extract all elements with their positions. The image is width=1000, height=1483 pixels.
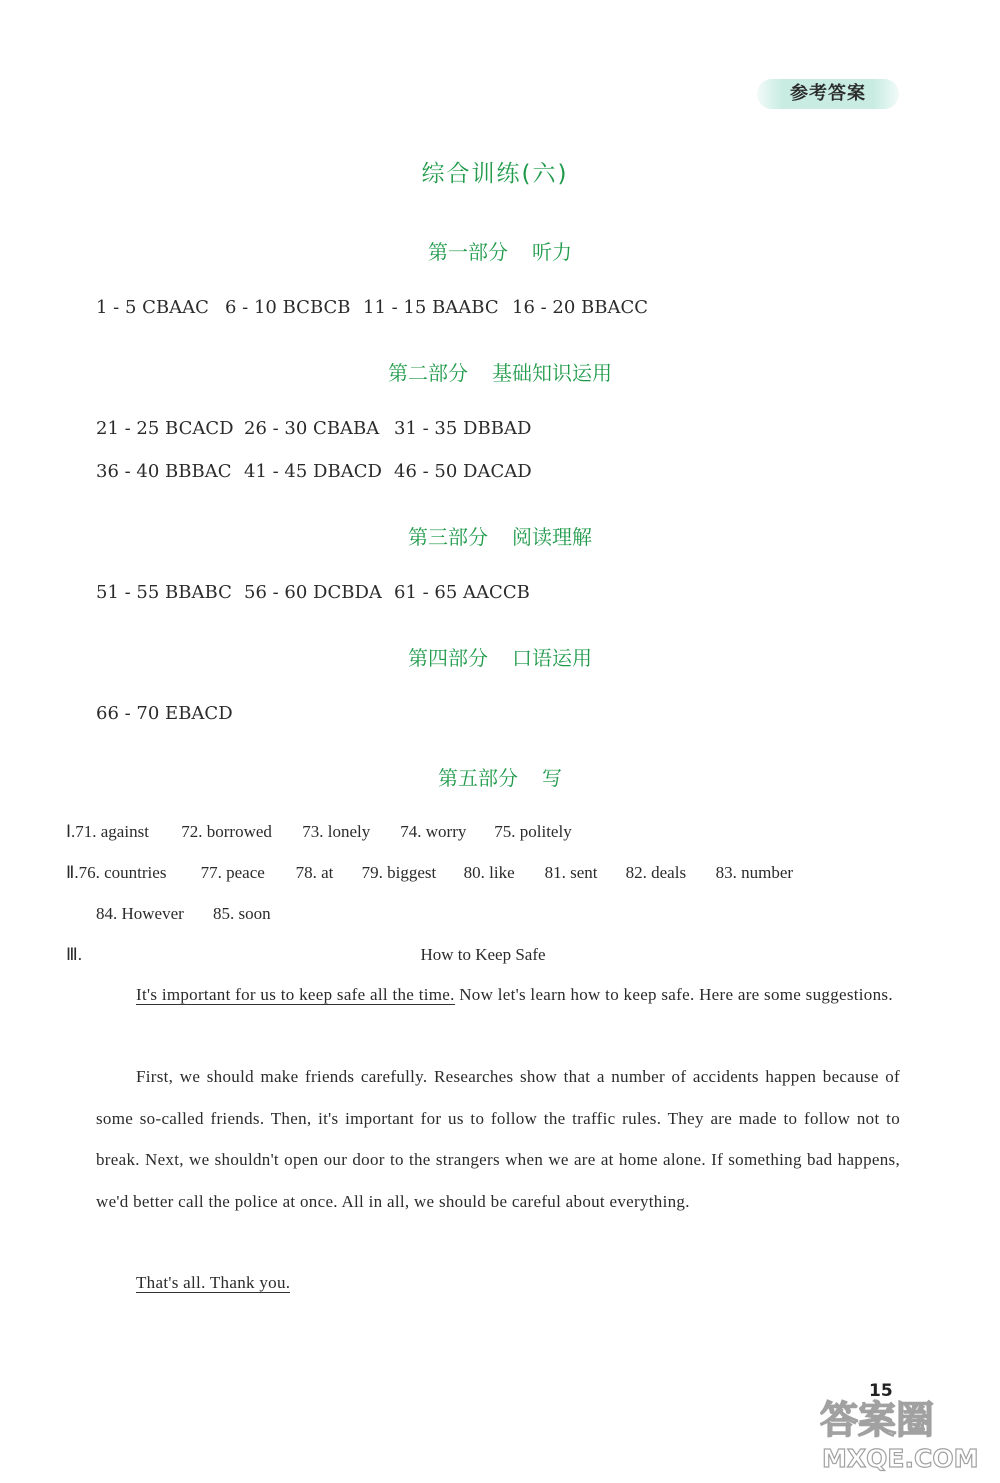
writing-part-2 [66,863,793,883]
answer-group: 36 - 40 BBBAC [96,461,232,482]
section-heading-part4 [0,642,1000,671]
answer-item: 76. countries [78,863,167,882]
answer-item: 78. at [295,863,334,882]
answer-item: 81. sent [544,863,598,882]
section-name: 第一部分 [428,240,508,264]
answer-group: 16 - 20 BBACC [512,297,649,318]
essay-title: How to Keep Safe [420,945,546,964]
answer-row-part2-1 [96,418,531,439]
underlined-sentence: It's important for us to keep safe all the time. [136,985,455,1004]
paragraph-text: First, we should make friends carefully. Researches show that a number of accidents happen because of some so-called friends. Then, it's important for us to follow the traffic rules. They are made to follow not to break. Next, we shouldn't open our door to the strangers when we are at home alone. If something bad happens, we'd better call the police at once. All in all, we should be careful about everything. [96,1067,900,1211]
page-number: 15 [869,1381,893,1401]
answer-item: 75. politely [494,822,572,841]
section-heading-part3 [0,521,1000,550]
answer-group: 61 - 65 AACCB [394,582,530,603]
section-topic: 阅读理解 [512,525,592,549]
watermark-text: MXQE.COM [822,1444,979,1473]
writing-part-3-label: Ⅲ. [66,945,82,964]
answer-group: 46 - 50 DACAD [394,461,532,482]
answer-item: 79. biggest [361,863,437,882]
answer-group: 56 - 60 DCBDA [244,582,382,603]
answer-item: 72. borrowed [181,822,272,841]
answer-item: 74. worry [400,822,467,841]
answer-item: 85. soon [213,904,271,923]
answer-group: 1 - 5 CBAAC [96,297,209,318]
writing-part-1 [66,822,572,842]
page-title: 综合训练(六) [421,161,569,187]
answer-row-part3 [96,582,530,603]
essay-paragraph-2 [96,1056,900,1222]
section-name: 第二部分 [388,361,468,385]
answer-item: 80. like [463,863,515,882]
answer-group: 41 - 45 DBACD [244,461,382,482]
section-heading-part5 [0,762,1000,791]
paragraph-text: Now let's learn how to keep safe. Here are some suggestions. [454,985,893,1004]
section-heading-part1 [0,236,1000,265]
answer-key-tag: 参考答案 [757,79,899,109]
watermark-logo [820,1393,990,1473]
section-name: 第四部分 [408,646,488,670]
answer-item: 83. number [715,863,794,882]
answer-item: 77. peace [200,863,265,882]
part-label: Ⅱ. [66,863,79,882]
section-heading-part2 [0,357,1000,386]
answer-item: 82. deals [625,863,687,882]
answer-group: 51 - 55 BBABC [96,582,232,603]
section-topic: 基础知识运用 [492,361,612,385]
part-label: Ⅰ. [66,822,76,841]
writing-part-2-cont [96,904,271,924]
essay-paragraph-3 [96,1262,900,1304]
answer-item: 84. However [96,904,184,923]
section-name: 第五部分 [438,766,518,790]
essay-paragraph-1 [96,974,900,1016]
answer-row-part1 [96,297,648,318]
answer-group: 66 - 70 EBACD [96,703,233,724]
answer-item: 71. against [75,822,149,841]
answer-group: 11 - 15 BAABC [363,297,499,318]
watermark-chars: 答案圈 [820,1398,935,1442]
section-name: 第三部分 [408,525,488,549]
answer-group: 6 - 10 BCBCB [225,297,351,318]
answer-row-part4 [96,703,233,724]
answer-item: 73. lonely [302,822,371,841]
section-topic: 写 [542,766,562,790]
underlined-sentence: That's all. Thank you. [136,1273,291,1292]
answer-group: 31 - 35 DBBAD [394,418,532,439]
answer-group: 26 - 30 CBABA [244,418,380,439]
answer-group: 21 - 25 BCACD [96,418,234,439]
section-topic: 听力 [532,240,572,264]
section-topic: 口语运用 [512,646,592,670]
answer-row-part2-2 [96,461,532,482]
